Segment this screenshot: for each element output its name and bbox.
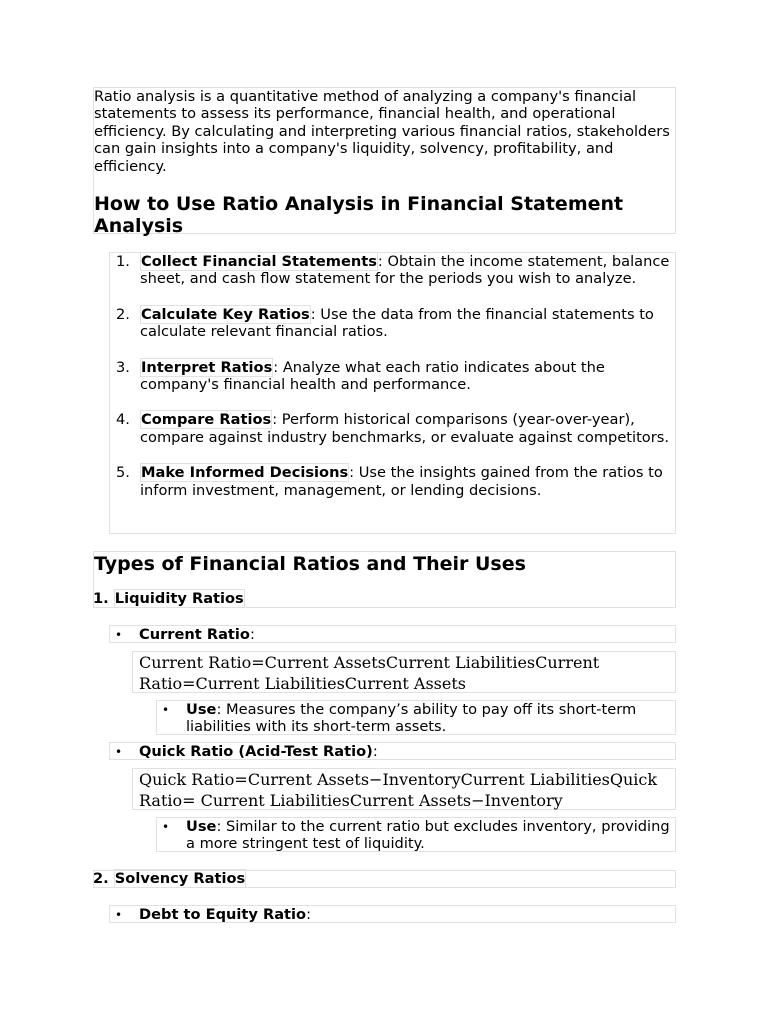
step-text: : Use the data from the financial statements to calculate relevant financial ratios.: [140, 305, 654, 341]
solvency-heading: 2. Solvency Ratios: [93, 870, 246, 887]
step-term: Make Informed Decisions: [141, 464, 349, 482]
steps-list: [109, 252, 676, 534]
debt-equity-item: • Debt to Equity Ratio:: [109, 905, 676, 923]
quick-ratio-item: • Quick Ratio (Acid-Test Ratio):: [109, 742, 676, 760]
step-text: : Perform historical comparisons (year-over-year), compare against industry benchmarks, or evaluate against competitors.: [140, 411, 669, 446]
list-item: 1. Collect Financial Statements: Obtain the income statement, balance sheet, and cash flow statement for the periods you wish to analyze.: [116, 253, 670, 288]
liquidity-heading: 1. Liquidity Ratios: [93, 590, 244, 607]
step-text: : Obtain the income statement, balance sheet, and cash flow statement for the periods you wish to analyze.: [140, 253, 670, 288]
list-item: 4. Compare Ratios: Perform historical comparisons (year-over-year), compare against industry benchmarks, or evaluate against competitors.: [116, 411, 669, 446]
intro-section: [93, 87, 676, 238]
intro-paragraph: Ratio analysis is a quantitative method of analyzing a company's financial statements to assess its performance, financial health, and operational efficiency. By calculating and interpreting various financial ratios, stakeholders can gain insights into a company's liquidity, solvency, profitability, and efficiency.: [94, 88, 670, 175]
quick-ratio-label: Quick Ratio (Acid-Test Ratio): [139, 743, 373, 760]
step-text: : Use the insights gained from the ratios to inform investment, management, or lending decisions.: [140, 464, 663, 499]
current-ratio-item: • Current Ratio:: [109, 625, 676, 643]
use-label: Use: [186, 701, 217, 718]
use-label: Use: [186, 818, 217, 835]
quick-ratio-formula: Quick Ratio=Current Assets−InventoryCurrent LiabilitiesQuick Ratio= Current LiabilitiesCurrent Assets−Inventory: [132, 768, 676, 810]
current-ratio-label: Current Ratio: [139, 626, 250, 643]
step-term: Compare Ratios: [141, 411, 272, 429]
step-text: : Analyze what each ratio indicates about the company's financial health and performance.: [140, 358, 605, 394]
intro-heading: How to Use Ratio Analysis in Financial Statement Analysis: [94, 193, 624, 238]
step-term: Calculate Key Ratios: [141, 305, 310, 323]
list-item: 5. Make Informed Decisions: Use the insights gained from the ratios to inform investment, management, or lending decisions.: [116, 464, 663, 499]
list-item: 3. Interpret Ratios: Analyze what each ratio indicates about the company's financial health and performance.: [116, 358, 605, 394]
step-term: Interpret Ratios: [141, 358, 273, 376]
quick-ratio-use: • Use: Similar to the current ratio but excludes inventory, providing a more stringent test of liquidity.: [156, 817, 676, 852]
debt-equity-label: Debt to Equity Ratio: [139, 906, 307, 923]
current-ratio-formula: Current Ratio=Current AssetsCurrent LiabilitiesCurrent Ratio=Current LiabilitiesCurrent Assets: [132, 651, 676, 693]
step-term: Collect Financial Statements: [141, 253, 377, 270]
types-heading: Types of Financial Ratios and Their Uses: [94, 553, 526, 575]
list-item: 2. Calculate Key Ratios: Use the data from the financial statements to calculate relevant financial ratios.: [116, 305, 654, 341]
current-ratio-use: • Use: Measures the company’s ability to pay off its short-term liabilities with its short-term assets.: [156, 700, 676, 735]
